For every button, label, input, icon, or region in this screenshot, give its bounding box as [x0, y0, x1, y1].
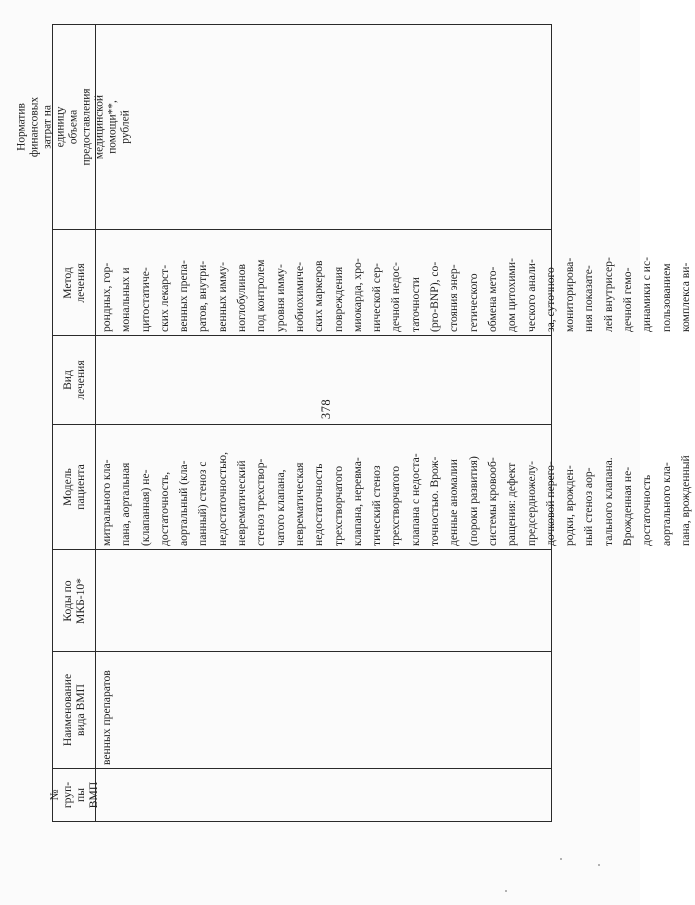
cell-cost-norm — [96, 25, 551, 229]
header-treatment-method-label: Метод лечения — [61, 262, 87, 303]
header-cell-group-no — [48, 769, 100, 821]
header-cell-treatment-type — [53, 336, 95, 424]
cell-icd-codes — [96, 550, 551, 651]
cell-vmp-name-text: венных препаратов — [100, 670, 113, 765]
cell-treatment-type — [96, 336, 551, 424]
header-treatment-type-label: Вид лечения — [61, 360, 87, 400]
header-cell-icd-codes — [53, 550, 95, 651]
header-icd-codes-label: Коды по МКБ-10* — [61, 577, 87, 624]
cell-patient-model-text: митрального кла- пана, аортальная (клапанная) не- достаточность, аортальный (кла- панный) стеноз с недостаточностью, неврематический стеноз трехствор- чатого клапана, неврематическая недостаточность трехстворчатого клапана, неревма- тический стеноз трехстворчатого клапана с недоста- точностью. Врож- денные аномалии (пороки развития) системы кровооб- ращения: дефект предсердножелу- дочковой перего- родки, врожден- ный стеноз аор- тального клапана. Врожденная не- достаточность аортального кла- пана, врожденный — [100, 452, 692, 546]
header-cell-treatment-method — [53, 230, 95, 335]
cell-treatment-method-text: рондных, гор- мональных и цитостатиче- ских лекарст- венных препа- ратов, внутри- венных имму- ноглобулинов под контролем уровня имму- нобиохимиче- ских маркеров повреждения миокарда, хро- нической сер- дечной недос- таточности (pro-BNP), со- стояния энер- гетического обмена мето- дом цитохими- ческого анали- за, суточного мониторирова- ния показате- лей внутрисер- дечной гемо- динамики с ис- пользованием комплекса ви- — [100, 257, 692, 332]
header-group-no-label: № груп- пы ВМП — [48, 781, 100, 809]
header-vmp-name-label: Наименование вида ВМП — [61, 673, 87, 747]
cell-treatment-method — [96, 230, 692, 335]
header-patient-model-label: Модель пациента — [61, 464, 87, 510]
header-cell-patient-model — [53, 425, 95, 549]
header-cell-vmp-name — [53, 652, 95, 768]
page-number: 378 — [319, 398, 333, 420]
cell-patient-model — [96, 425, 692, 549]
header-cell-cost-norm — [15, 25, 132, 229]
cell-group-no — [96, 769, 551, 821]
cell-vmp-name — [96, 652, 551, 768]
header-cost-norm-label: Норматив финансовых затрат на единицу объема предоставления медицинской помощи**, рублей — [15, 88, 132, 166]
